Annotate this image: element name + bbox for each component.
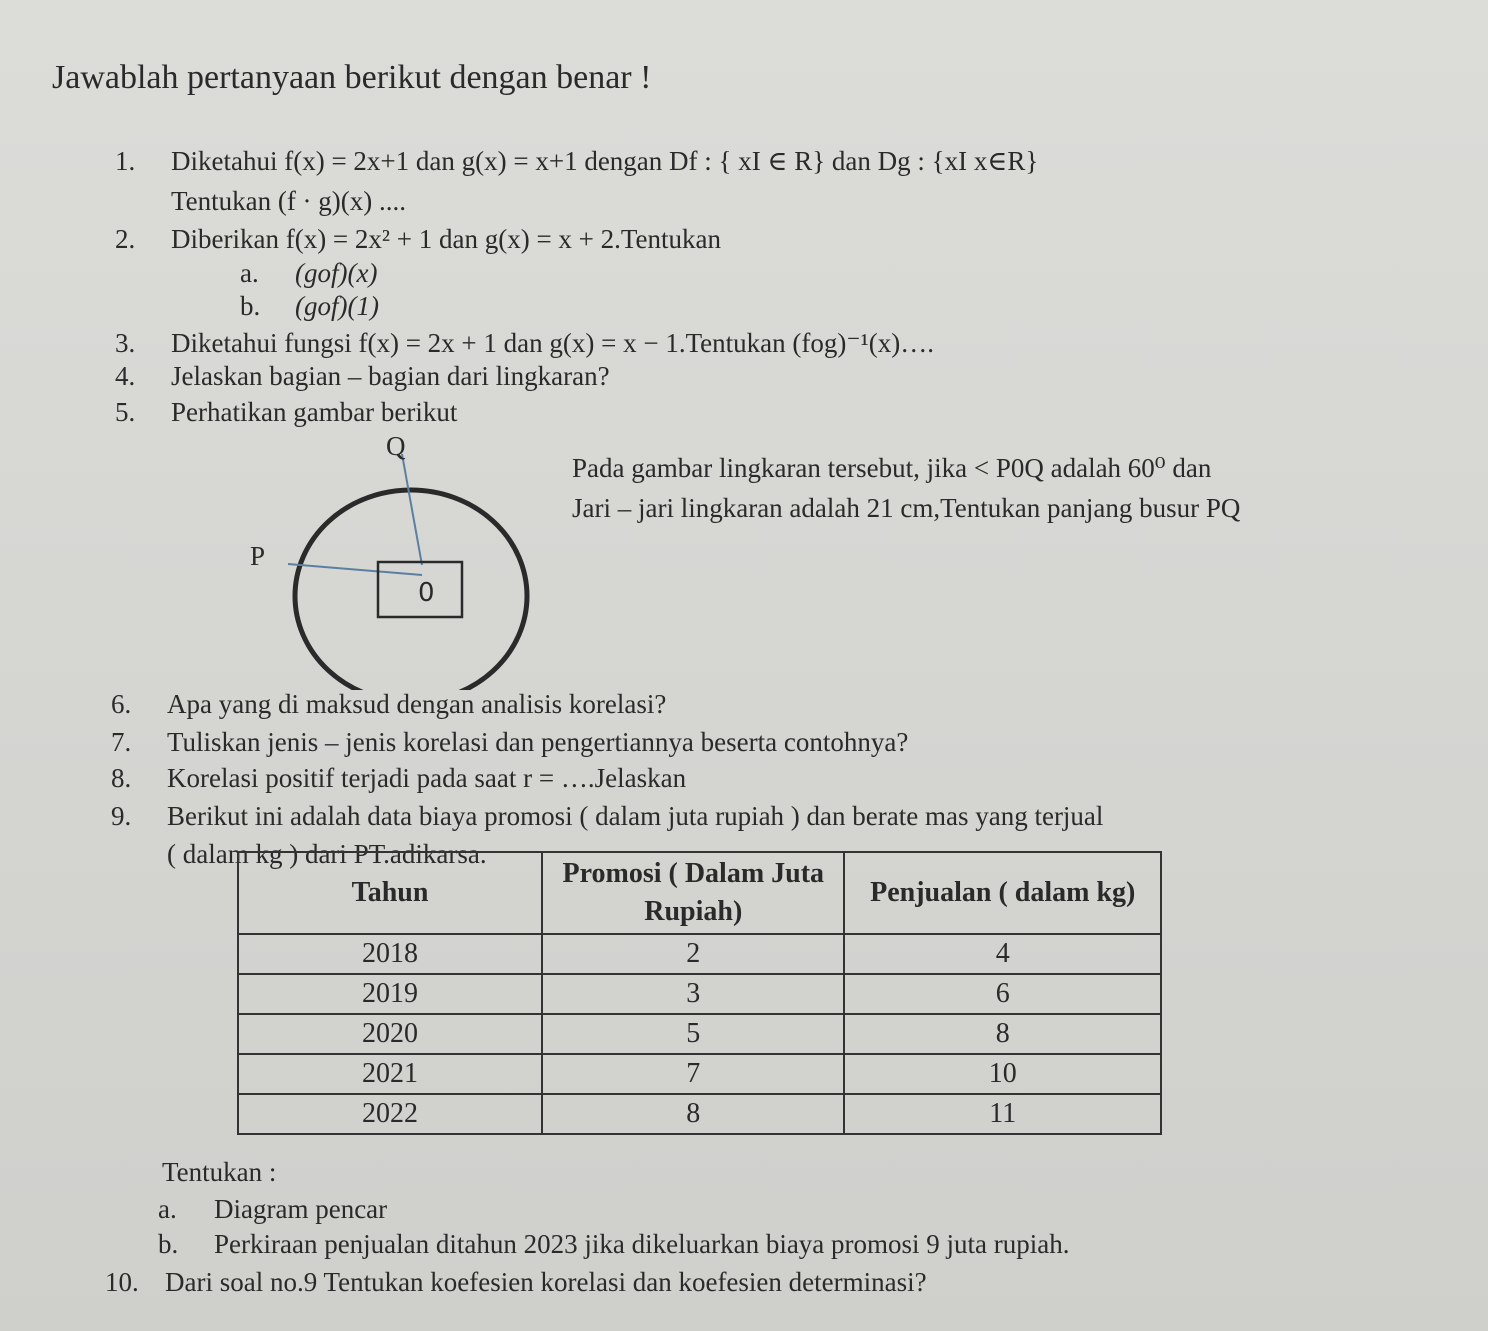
page-title: Jawablah pertanyaan berikut dengan benar ! (52, 59, 652, 96)
cell-tahun: 2020 (238, 1014, 542, 1054)
table-row (238, 974, 1161, 1014)
cell-tahun: 2019 (238, 974, 542, 1014)
table-header-row (238, 852, 1161, 934)
question-2b-text: (gof)(1) (295, 291, 379, 321)
header-penjualan: Penjualan ( dalam kg) (844, 852, 1161, 934)
label-q: Q (386, 431, 406, 461)
question-number: 7. (111, 727, 132, 757)
question-9a (158, 1193, 387, 1225)
question-9-line-1: Berikut ini adalah data biaya promosi ( dalam juta rupiah ) dan berate mas yang terjual (167, 801, 1104, 831)
cell-tahun: 2021 (238, 1054, 542, 1094)
question-9 (111, 800, 1103, 832)
question-5 (115, 396, 457, 428)
question-number: 1. (115, 146, 136, 176)
cell-penjualan: 6 (844, 974, 1161, 1014)
question-2a-text: (gof)(x) (295, 258, 378, 288)
question-number: 3. (115, 328, 136, 358)
question-6 (111, 688, 666, 720)
question-4-text: Jelaskan bagian – bagian dari lingkaran? (171, 361, 610, 391)
question-7 (111, 726, 908, 758)
circle-outline (295, 490, 527, 690)
question-8 (111, 762, 686, 794)
cell-promosi: 8 (542, 1094, 844, 1134)
question-1 (115, 145, 1038, 177)
table-row (238, 1094, 1161, 1134)
cell-tahun: 2018 (238, 934, 542, 974)
label-o: 0 (418, 578, 435, 608)
question-number: 8. (111, 763, 132, 793)
question-9-line-2: ( dalam kg ) dari PT.adikarsa. (167, 839, 487, 869)
table-row (238, 1054, 1161, 1094)
cell-promosi: 2 (542, 934, 844, 974)
question-2a (240, 257, 377, 289)
radius-oq (402, 454, 422, 565)
question-7-text: Tuliskan jenis – jenis korelasi dan pengertiannya beserta contohnya? (167, 727, 909, 757)
cell-promosi: 3 (542, 974, 844, 1014)
question-number: 4. (115, 361, 136, 391)
question-number: 6. (111, 689, 132, 719)
cell-promosi: 7 (542, 1054, 844, 1094)
question-6-text: Apa yang di maksud dengan analisis korelasi? (167, 689, 667, 719)
question-1-line-2: Tentukan (f · g)(x) .... (171, 186, 407, 216)
cell-promosi: 5 (542, 1014, 844, 1054)
question-4 (115, 360, 610, 392)
table-row (238, 1014, 1161, 1054)
question-10-text: Dari soal no.9 Tentukan koefesien korelasi dan koefesien determinasi? (165, 1267, 927, 1297)
cell-penjualan: 4 (844, 934, 1161, 974)
cell-penjualan: 11 (844, 1094, 1161, 1134)
question-9-tentukan: Tentukan : (162, 1157, 277, 1187)
question-2b (240, 290, 379, 322)
circle-figure (240, 430, 550, 690)
cell-penjualan: 8 (844, 1014, 1161, 1054)
question-8-text: Korelasi positif terjadi pada saat r = ….Jelaskan (167, 763, 687, 793)
header-tahun: Tahun (238, 852, 542, 934)
header-promosi: Promosi ( Dalam Juta Rupiah) (542, 852, 844, 934)
question-2-text: Diberikan f(x) = 2x² + 1 dan g(x) = x + 2.Tentukan (171, 224, 721, 254)
question-3 (115, 327, 934, 359)
table-row (238, 934, 1161, 974)
question-10 (105, 1266, 927, 1298)
question-5-desc-2: Jari – jari lingkaran adalah 21 cm,Tentukan panjang busur PQ (572, 493, 1241, 523)
question-number: 9. (111, 801, 132, 831)
question-9b-text: Perkiraan penjualan ditahun 2023 jika dikeluarkan biaya promosi 9 juta rupiah. (214, 1229, 1070, 1259)
question-number: 10. (105, 1267, 139, 1297)
data-table (237, 851, 1162, 1135)
radius-op (288, 564, 422, 575)
question-number: 2. (115, 224, 136, 254)
sub-label: a. (240, 258, 259, 288)
sub-label: b. (158, 1229, 179, 1259)
question-number: 5. (115, 397, 136, 427)
question-5-desc-1: Pada gambar lingkaran tersebut, jika < P0Q adalah 60⁰ dan (572, 453, 1212, 483)
cell-tahun: 2022 (238, 1094, 542, 1134)
question-9b (158, 1228, 1070, 1260)
sub-label: b. (240, 291, 261, 321)
question-2 (115, 223, 721, 255)
question-1-line-1: Diketahui f(x) = 2x+1 dan g(x) = x+1 dengan Df : { xI ∈ R} dan Dg : {xI x∈R} (171, 146, 1039, 176)
question-3-text: Diketahui fungsi f(x) = 2x + 1 dan g(x) = x − 1.Tentukan (fog)⁻¹(x)…. (171, 328, 934, 358)
question-9a-text: Diagram pencar (214, 1194, 388, 1224)
sub-label: a. (158, 1194, 177, 1224)
question-5-text: Perhatikan gambar berikut (171, 397, 458, 427)
cell-penjualan: 10 (844, 1054, 1161, 1094)
label-p: P (250, 541, 266, 571)
